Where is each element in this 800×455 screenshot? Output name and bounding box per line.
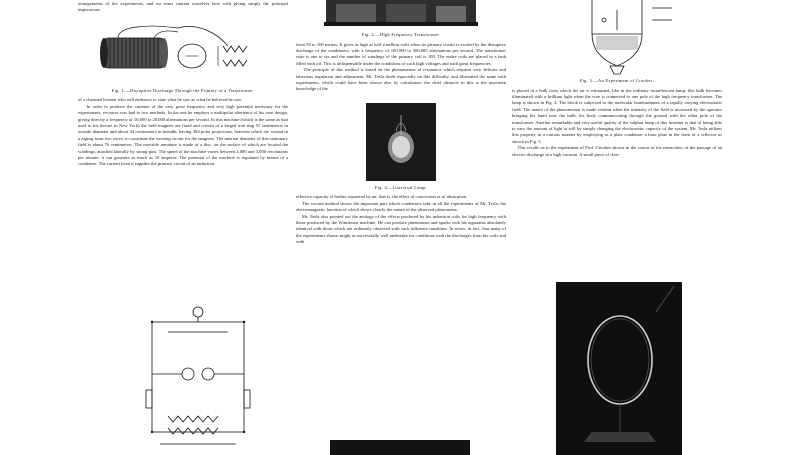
left-top-text: arrangements of the experiments, and we must content ourselves here with giving simply the principal impressions	[78, 1, 290, 13]
column-left	[78, 0, 288, 170]
left-body-text: of a charmed listener who will endeavor to state what he saw as what he believed he saw. In order to produce the currents of the very great frequency and very high potential necessary for the experiments, recourse was had to two methods. In the one he employs a multipolar alternator of his own design, giving directly a frequency of 10,000 to 20,000 alternations per second. In this machine (which is the same as that used in his lecture in New York) the field magnets are fixed and consist of a forged iron ring 51 centimeters in outside diameter and about 34 centimeters in breadth, having 384 polar projections, between which are wound in a zigzag form two wires, to constitute the exciting circuit for the magnets. The internal diameter of this stationary field is about 76 centimeters. The movable armature is made of a disc, on the surface of which are located the windings, attached laterally by strong pins. The speed of the machine varies between 2,000 and 3,000 revolutions per minute; it can generate as much as 10 amperes. The potential of the machine is regulated by means of a condenser. The current from it supplies the primary circuit of an induction	[78, 97, 288, 167]
middle-body-text-2: effective capacity of bodies separated by air, that is, the effect of convection or of absorption. The second method shows the important part which condensers take in all the experiments of Mr. Tesla, the electromagnetic function of which shows clearly the nature of the observed phenomena. Mr. Tesla also pointed out the analogy of the effects produced by his induction coils for high frequency with those produced by the Wimshurst machine. He can produce phenomena and sparks with his apparatus absolutely identical with those which are ordinarily observed with such influence machines. In series, in fact, that many of the experiments shown might as successfully well undertake for conditions with the discharges from his coils and with	[296, 194, 507, 245]
figure-4-lamp-photo	[296, 95, 506, 183]
fig2-svg	[296, 0, 506, 30]
figure-4-caption: Fig. 4.—Universal Lamp.	[374, 184, 428, 190]
fig5-svg	[556, 282, 682, 455]
middle-body-text: from 50 to 100 meters. It gives as high as half a million volts when its primary circuit is excited by the disruptive discharge of the condensers, with a frequency of 100,000 to 500,000 alternations per second. The transformer ratio is one to six and the number of windings of the primary coil is 100. The entire coils are placed in a tank filled with oil. This is indispensable under the conditions of such high voltages and such great frequencies. The principle of this method is based on the phenomenon of resonance which requires very delicate and laborious regulation and adjustment. Mr. Tesla dwelt especially on this difficulty, and illustrated the same with experiments, which could have been shown also by calculation; the chief obstacle in this is the uncertain knowledge of the	[296, 41, 506, 92]
figure-2-photo	[296, 0, 506, 30]
right-body-text: is placed in a bulb from which the air is exhausted, like in the ordinary incandescent lamp; this bulb becomes illuminated with a brilliant light when the wire is connected to one pole of the high frequency transformer. The lamp is shown in Fig. 4. The block is subjected to the molecular bombardment of a rapidly varying electrostatic field. The nature of the phenomenon is made evident when the intensity of the field is increased by the operator bringing his hand near the bulb, his body communicating through the ground with the other pole of the transformer. Another remarkable and very useful quality of the sulphur lamp of this inventor is that of being able to vary the amount of light at will by simply changing the electrostatic capacity of the system. Mr. Tesla utilizes this property in a curious manner by employing as a plate condenser a base plate in the form of a reflector as shown in Fig. 5. This recalls us to the experiment of Prof. Crookes shown in the course of his researches, of the passage of an electric discharge in a high vacuum. A small piece of char-	[512, 87, 722, 157]
fig3-svg	[512, 0, 722, 76]
fig4-svg	[296, 95, 506, 183]
column-middle	[296, 0, 506, 248]
figure-3-crookes-diagram	[512, 0, 722, 76]
figure-circuit-diagram	[138, 304, 258, 455]
figure-3-caption: Fig. 3.—An Experiment of Crookes.	[579, 78, 655, 83]
circuit-svg	[138, 304, 258, 455]
figure-1-transformer-diagram	[78, 16, 288, 86]
fig1-svg	[78, 16, 288, 86]
figure-1-caption: Fig. 1.—Disruptive Discharge Through the Primary of a Transformer.	[111, 87, 255, 93]
figure-2-caption: Fig. 2.—High Frequency Transformer.	[361, 32, 441, 37]
figure-bottom-photo	[330, 440, 470, 455]
column-right	[512, 0, 722, 160]
figure-5-ring-photo	[556, 282, 682, 455]
